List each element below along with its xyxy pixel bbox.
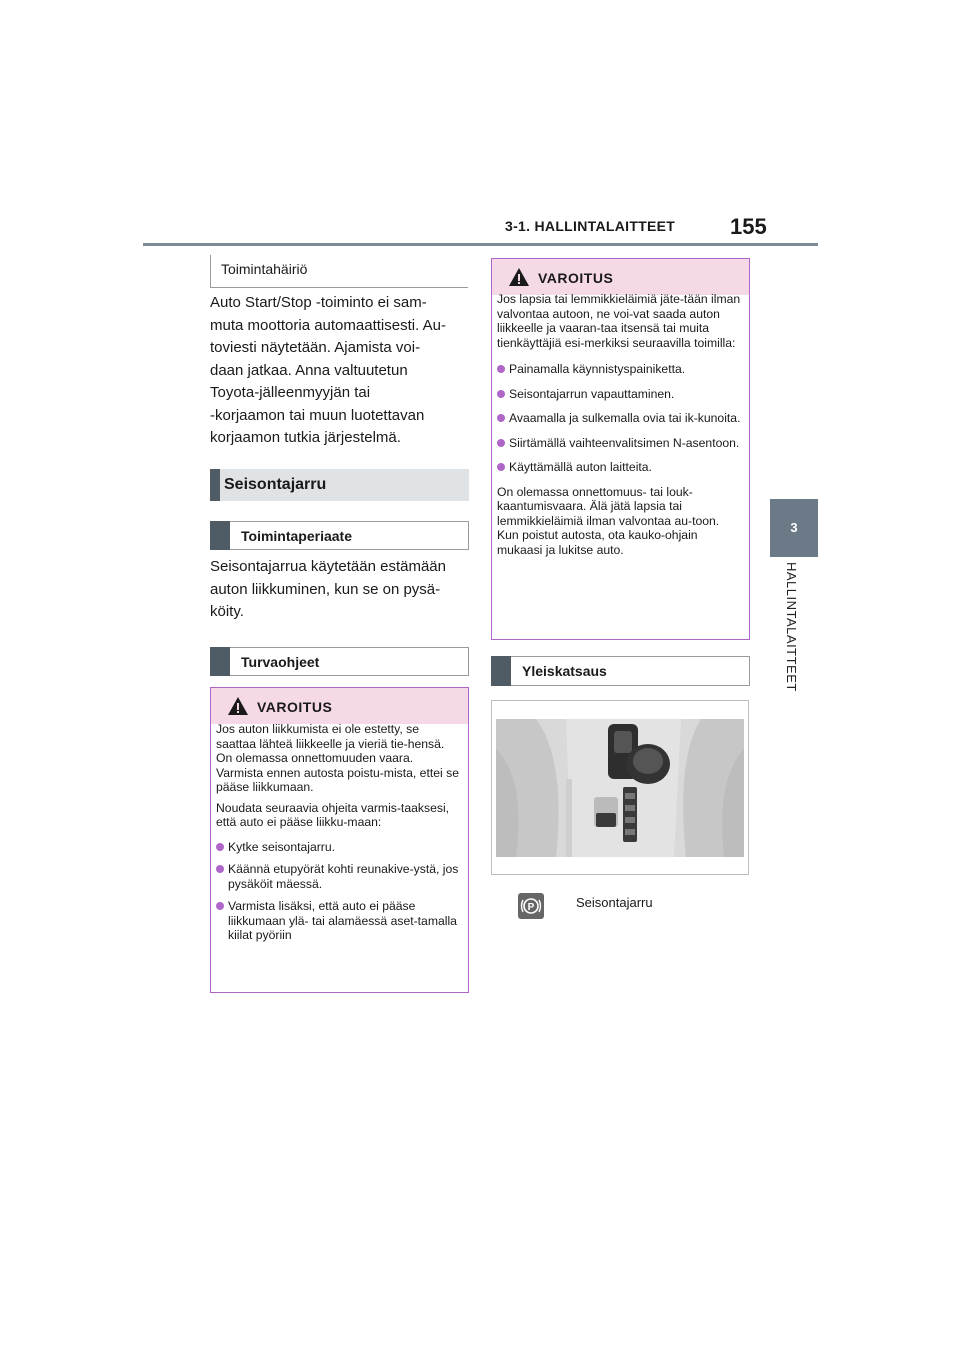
warning-box-right: [491, 258, 750, 640]
warning-bullet: Varmista lisäksi, että auto ei pääse liikkumaan ylä- tai alamäessä aset-tamalla kiilat pyöriin: [216, 899, 462, 943]
svg-text:P: P: [527, 902, 535, 913]
warning-paragraph: Noudata seuraavia ohjeita varmis-taaksesi, että auto ei pääse liikku-maan:: [216, 800, 450, 829]
warning-header: [211, 688, 468, 724]
text-line: -korjaamon tai muun luotettavan: [210, 406, 425, 424]
text-line: Auto Start/Stop -toiminto ei sam-: [210, 294, 427, 311]
warning-bullet: Painamalla käynnistyspainiketta.: [497, 362, 743, 377]
header-rule: [143, 243, 818, 246]
warning-bullet: Siirtämällä vaihteenvalitsimen N-asentoon.: [497, 436, 743, 451]
parking-brake-icon: [518, 893, 544, 919]
page-number: 155: [730, 214, 767, 239]
warning-title: VAROITUS: [257, 699, 333, 715]
malfunction-heading-label: Toimintahäiriö: [221, 261, 308, 277]
principle-heading-label: Toimintaperiaate: [241, 528, 352, 544]
warning-header: [492, 259, 749, 295]
malfunction-text: [210, 292, 472, 450]
warning-triangle-icon: [227, 696, 249, 716]
warning-paragraph: On olemassa onnettomuus- tai louk-kaantumisvaara. Älä jätä lapsia tai lemmikkieläimiä ilman valvontaa au-toon. Kun poistut autosta, ota kauko-ohjain mukaasi ja lukitse auto.: [497, 484, 720, 557]
malfunction-heading: [210, 255, 468, 288]
principle-heading: [210, 521, 469, 550]
parking-brake-legend-label: Seisontajarru: [576, 895, 653, 910]
text-line: köity.: [210, 603, 244, 620]
text-line: korjaamon tutkia järjestelmä.: [210, 429, 401, 446]
principle-text: [210, 556, 472, 624]
text-line: daan jatkaa. Anna valtuutetun: [210, 361, 408, 379]
text-line: Seisontajarrua käytetään estämään: [210, 558, 446, 575]
heading-bar: [210, 647, 230, 676]
warning-bullet: Käyttämällä auton laitteita.: [497, 460, 743, 475]
heading-bar: [210, 469, 220, 501]
warning-bullet: Käännä etupyörät kohti reunakive-ystä, jos pysäköit mäessä.: [216, 862, 462, 891]
heading-bar: [491, 656, 511, 686]
center-console-illustration: [496, 719, 744, 857]
parking-brake-symbol: [518, 893, 544, 919]
chapter-side-label: HALLINTALAITTEET: [784, 562, 799, 692]
text-line: toviesti näytetään. Ajamista voi-: [210, 339, 421, 356]
warning-body: [216, 722, 462, 951]
warning-paragraph: Jos auton liikkumista ei ole estetty, se saattaa lähteä liikkeelle ja vieriä tie-hensä. On olemassa onnettomuuden vaara. Varmista ennen autosta poistu-mista, ettei se pääse liikkumaan.: [216, 722, 459, 794]
warning-title: VAROITUS: [538, 270, 614, 286]
overview-heading-label: Yleiskatsaus: [522, 663, 607, 679]
text-line: auton liikkuminen, kun se on pysä-: [210, 580, 441, 598]
safety-heading-label: Turvaohjeet: [241, 654, 320, 670]
heading-bar: [210, 521, 230, 550]
section-title: 3-1. HALLINTALAITTEET: [505, 218, 676, 234]
chapter-tab: 3: [770, 499, 818, 557]
overview-heading: [491, 656, 750, 686]
safety-heading: [210, 647, 469, 676]
parking-brake-heading-label: Seisontajarru: [224, 476, 327, 493]
warning-bullet: Kytke seisontajarru.: [216, 840, 462, 855]
warning-bullet: Avaamalla ja sulkemalla ovia tai ik-kunoita.: [497, 411, 743, 426]
warning-box-left: [210, 687, 469, 993]
center-console-photo: [491, 700, 749, 875]
warning-body: [497, 292, 743, 563]
warning-bullet: Seisontajarrun vapauttaminen.: [497, 387, 743, 402]
text-line: Toyota-jälleenmyyjän tai: [210, 384, 371, 401]
text-line: muta moottoria automaattisesti. Au-: [210, 316, 446, 334]
warning-paragraph: Jos lapsia tai lemmikkieläimiä jäte-tään ilman valvontaa autoon, ne voi-vat saada auton liikkeelle ja vaaran-taa itsensä tai muita tienkäyttäjiä esi-merkiksi seuraavilla toimilla:: [497, 292, 741, 350]
warning-triangle-icon: [508, 267, 530, 287]
parking-brake-section-heading: [210, 469, 469, 501]
